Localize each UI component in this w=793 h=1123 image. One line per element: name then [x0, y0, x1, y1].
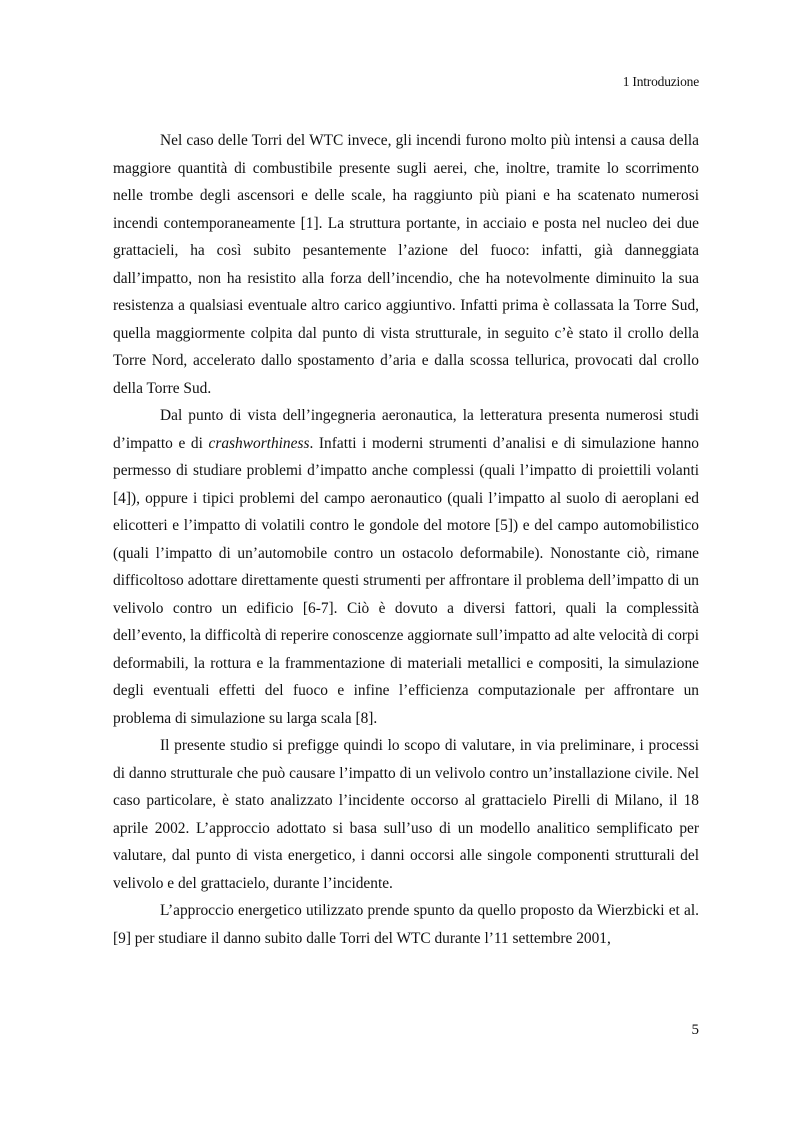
- paragraph-4: [113, 897, 699, 952]
- paragraph-3-text: Il presente studio si prefigge quindi lo scopo di valutare, in via preliminare, i processi di danno strutturale che può causare l’impatto di un velivolo contro un’installazione civile. Nel caso particolare, è stato analizzato l’incidente occorso al grattacielo Pirelli di Milano, il 18 aprile 2002. L’approccio adottato si basa sull’uso di un modello analitico semplificato per valutare, dal punto di vista energetico, i danni occorsi alle singole componenti strutturali del velivolo e del grattacielo, durante l’incidente.: [113, 737, 699, 892]
- paragraph-4-text: L’approccio energetico utilizzato prende spunto da quello proposto da Wierzbicki et al. [9] per studiare il danno subito dalle Torri del WTC durante l’11 settembre 2001,: [113, 902, 699, 947]
- page-number: 5: [691, 1022, 699, 1038]
- running-header: 1 Introduzione: [622, 74, 699, 89]
- paragraph-3: [113, 732, 699, 897]
- paragraph-2-text-start: Dal punto di vista dell’ingegneria aeronautica, la letteratura presenta numerosi studi d’impatto e di: [113, 407, 699, 452]
- paragraph-2-italic-term: crashworthiness: [208, 434, 310, 452]
- paragraph-2: [113, 402, 699, 732]
- paragraph-1-text: Nel caso delle Torri del WTC invece, gli incendi furono molto più intensi a causa della maggiore quantità di combustibile presente sugli aerei, che, inoltre, tramite lo scorrimento nelle trombe degli ascensori e delle scale, ha raggiunto più piani e ha scatenato numerosi incendi contemporaneamente [1]. La struttura portante, in acciaio e posta nel nucleo dei due grattacieli, ha così subito pesantemente l’azione del fuoco: infatti, già danneggiata dall’impatto, non ha resistito alla forza dell’incendio, che ha notevolmente diminuito la sua resistenza a qualsiasi eventuale altro carico aggiuntivo. Infatti prima è collassata la Torre Sud, quella maggiormente colpita dal punto di vista strutturale, in seguito c’è stato il crollo della Torre Nord, accelerato dallo spostamento d’aria e dalla scossa tellurica, provocati dal crollo della Torre Sud.: [113, 132, 699, 397]
- paragraph-1: [113, 127, 699, 402]
- body-text: [113, 127, 699, 952]
- paragraph-2-text-end: . Infatti i moderni strumenti d’analisi e di simulazione hanno permesso di studiare problemi d’impatto anche complessi (quali l’impatto di proiettili volanti [4]), oppure i tipici problemi del campo aeronautico (quali l’impatto al suolo di aeroplani ed elicotteri e l’impatto di volatili contro le gondole del motore [5]) e del campo automobilistico (quali l’impatto di un’automobile contro un ostacolo deformabile). Nonostante ciò, rimane difficoltoso adottare direttamente questi strumenti per affrontare il problema dell’impatto di un velivolo contro un edificio [6-7]. Ciò è dovuto a diversi fattori, quali la complessità dell’evento, la difficoltà di reperire conoscenze aggiornate sull’impatto ad alte velocità di corpi deformabili, la rottura e la frammentazione di materiali metallici e compositi, la simulazione degli eventuali effetti del fuoco e infine l’efficienza computazionale per affrontare un problema di simulazione su larga scala [8].: [113, 434, 700, 727]
